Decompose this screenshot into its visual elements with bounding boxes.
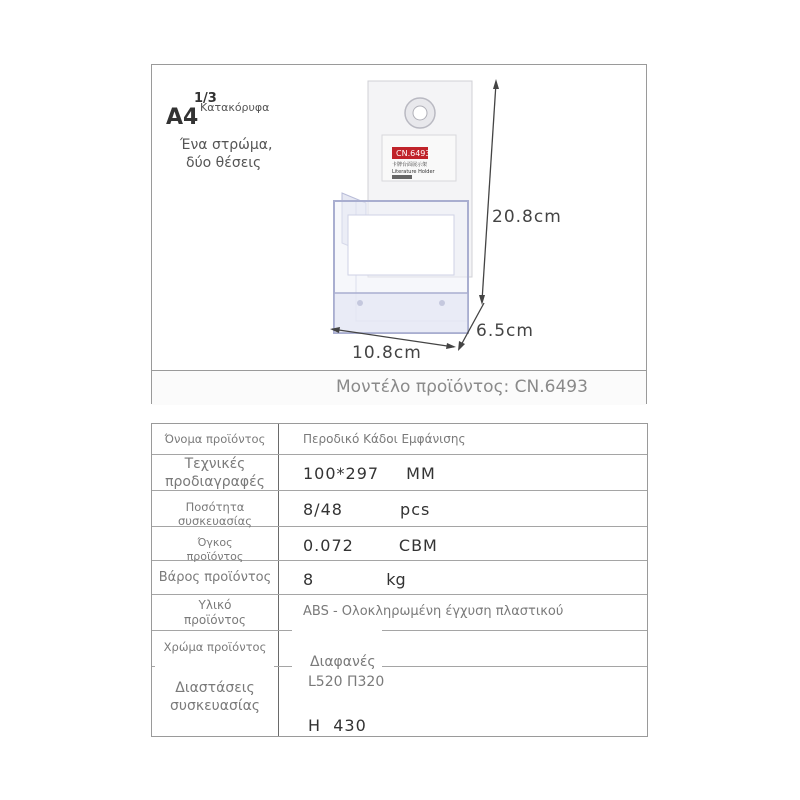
package-qty-number: 8/48	[303, 500, 343, 519]
label-material: Υλικό προϊόντος	[184, 598, 246, 627]
label-package-dimensions: Διαστάσεις συσκευασίας	[169, 680, 261, 714]
value-material: ABS - Ολοκληρωμένη έγχυση πλαστικού	[303, 604, 564, 619]
label-package-qty: Ποσότητα συσκευασίας	[178, 500, 252, 529]
svg-text:Literature Holder: Literature Holder	[392, 169, 435, 175]
volume-unit: CBM	[398, 536, 438, 555]
height-dimension-arrow	[482, 83, 496, 301]
label-product-name: Όνομα προϊόντος	[164, 432, 266, 446]
width-dimension-label: 10.8cm	[352, 343, 422, 363]
spec-table	[151, 423, 648, 737]
value-volume	[303, 536, 438, 555]
weight-unit: kg	[386, 570, 406, 589]
tech-specs-unit: MM	[406, 464, 436, 483]
package-qty-unit: pcs	[400, 500, 431, 519]
orientation-label: Κατακόρυφα	[200, 101, 270, 114]
tech-specs-number: 100*297	[303, 464, 380, 483]
height-dimension-label: 20.8cm	[492, 207, 562, 227]
value-weight	[303, 570, 406, 589]
label-color: Χρώμα προϊόντος	[163, 640, 267, 654]
depth-dimension-label: 6.5cm	[476, 321, 534, 341]
product-image-panel	[151, 64, 647, 404]
value-cell-overlay	[292, 630, 385, 710]
column-divider	[278, 424, 279, 736]
row-separator	[152, 630, 647, 631]
label-tech-specs: Τεχνικές προδιαγραφές	[165, 456, 265, 490]
value-package-dimensions-line2: H 430	[308, 716, 367, 735]
a4-size-label: A4	[166, 105, 199, 130]
value-package-dimensions-line1: L520 Π320	[308, 674, 385, 690]
model-caption-bar	[152, 370, 646, 405]
row-separator	[152, 594, 647, 595]
value-package-qty	[303, 500, 430, 519]
value-color: Διαφανές	[310, 654, 376, 670]
volume-number: 0.072	[303, 536, 354, 555]
fraction-label: 1/3	[194, 91, 217, 106]
layer-description-line2: δύο θέσεις	[186, 155, 262, 171]
model-caption: Μοντέλο προϊόντος: CN.6493	[336, 377, 588, 397]
value-tech-specs	[303, 464, 436, 483]
layer-description-line1: Ένα στρώμα,	[180, 137, 273, 153]
label-weight: Βάρος προϊόντος	[158, 570, 272, 585]
weight-number: 8	[303, 570, 314, 589]
tag-code-text: CN.6493	[396, 149, 431, 158]
svg-text:卡牌台面展示架: 卡牌台面展示架	[392, 162, 428, 168]
holder-base	[334, 293, 468, 333]
value-product-name: Περοδικό Κάδοι Εμφάνισης	[303, 432, 466, 446]
label-volume: Όγκος προϊόντος	[186, 536, 244, 563]
row-separator	[152, 454, 647, 455]
